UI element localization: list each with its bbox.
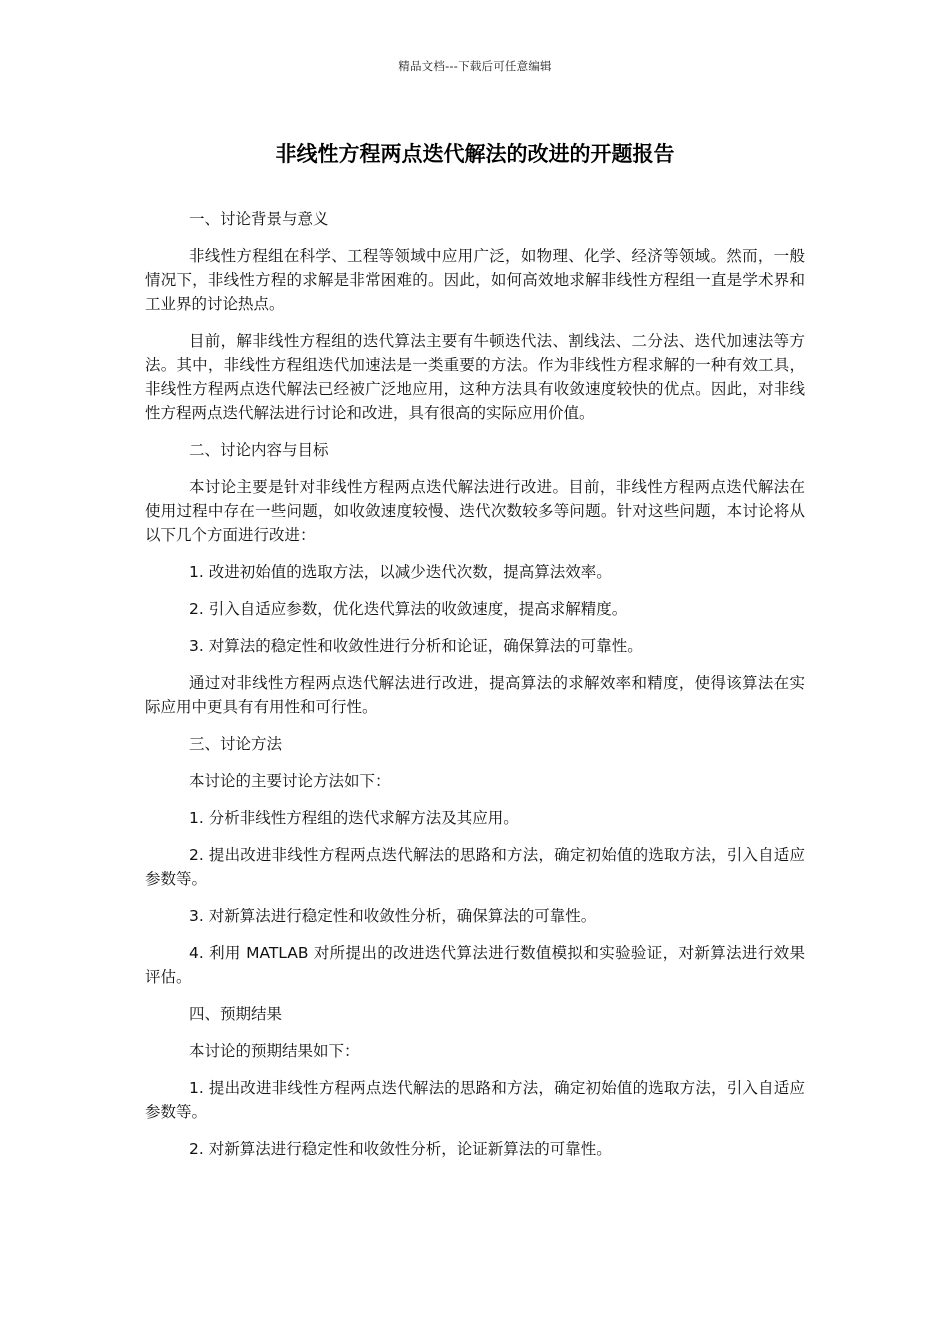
section-4-intro: 本讨论的预期结果如下：: [189, 1042, 360, 1060]
section-3-list-item-2: 2. 提出改进非线性方程两点迭代解法的思路和方法，确定初始值的选取方法，引入自适应参数等。: [145, 846, 805, 888]
section-2-paragraph-1: 本讨论主要是针对非线性方程两点迭代解法进行改进。目前，非线性方程两点迭代解法在使用过程中存在一些问题，如收敛速度较慢、迭代次数较多等问题。针对这些问题，本讨论将从以下几个方面进行改进：: [145, 478, 805, 544]
header-note: 精品文档---下载后可任意编辑: [398, 59, 552, 73]
section-2-heading: 二、讨论内容与目标: [189, 441, 329, 459]
section-4-list-item-2: 2. 对新算法进行稳定性和收敛性分析，论证新算法的可靠性。: [189, 1140, 612, 1158]
document-title: 非线性方程两点迭代解法的改进的开题报告: [275, 142, 675, 166]
section-1-paragraph-2: 目前，解非线性方程组的迭代算法主要有牛顿迭代法、割线法、二分法、迭代加速法等方法。其中，非线性方程组迭代加速法是一类重要的方法。作为非线性方程求解的一种有效工具，非线性方程两点迭代解法已经被广泛地应用，这种方法具有收敛速度较快的优点。因此，对非线性方程两点迭代解法进行讨论和改进，具有很高的实际应用价值。: [145, 332, 805, 422]
section-1-heading: 一、讨论背景与意义: [189, 210, 329, 228]
section-3-list-item-1: 1. 分析非线性方程组的迭代求解方法及其应用。: [189, 809, 519, 827]
section-3-intro: 本讨论的主要讨论方法如下：: [189, 772, 391, 790]
section-3-list-item-4: 4. 利用 MATLAB 对所提出的改进迭代算法进行数值模拟和实验验证，对新算法进行效果评估。: [145, 944, 805, 986]
section-4-list-item-1: 1. 提出改进非线性方程两点迭代解法的思路和方法，确定初始值的选取方法，引入自适应参数等。: [145, 1079, 805, 1121]
section-2-list-item-2: 2. 引入自适应参数，优化迭代算法的收敛速度，提高求解精度。: [189, 600, 628, 618]
section-2-list-item-1: 1. 改进初始值的选取方法，以减少迭代次数，提高算法效率。: [189, 563, 612, 581]
section-2-paragraph-2: 通过对非线性方程两点迭代解法进行改进，提高算法的求解效率和精度，使得该算法在实际应用中更具有有用性和可行性。: [145, 674, 805, 716]
section-4-heading: 四、预期结果: [189, 1005, 283, 1023]
section-3-list-item-3: 3. 对新算法进行稳定性和收敛性分析，确保算法的可靠性。: [189, 907, 597, 925]
section-3-heading: 三、讨论方法: [189, 735, 283, 753]
section-1-paragraph-1: 非线性方程组在科学、工程等领域中应用广泛，如物理、化学、经济等领域。然而，一般情况下，非线性方程的求解是非常困难的。因此，如何高效地求解非线性方程组一直是学术界和工业界的讨论热点。: [145, 247, 805, 313]
document-body: [145, 207, 805, 1174]
section-2-list-item-3: 3. 对算法的稳定性和收敛性进行分析和论证，确保算法的可靠性。: [189, 637, 643, 655]
